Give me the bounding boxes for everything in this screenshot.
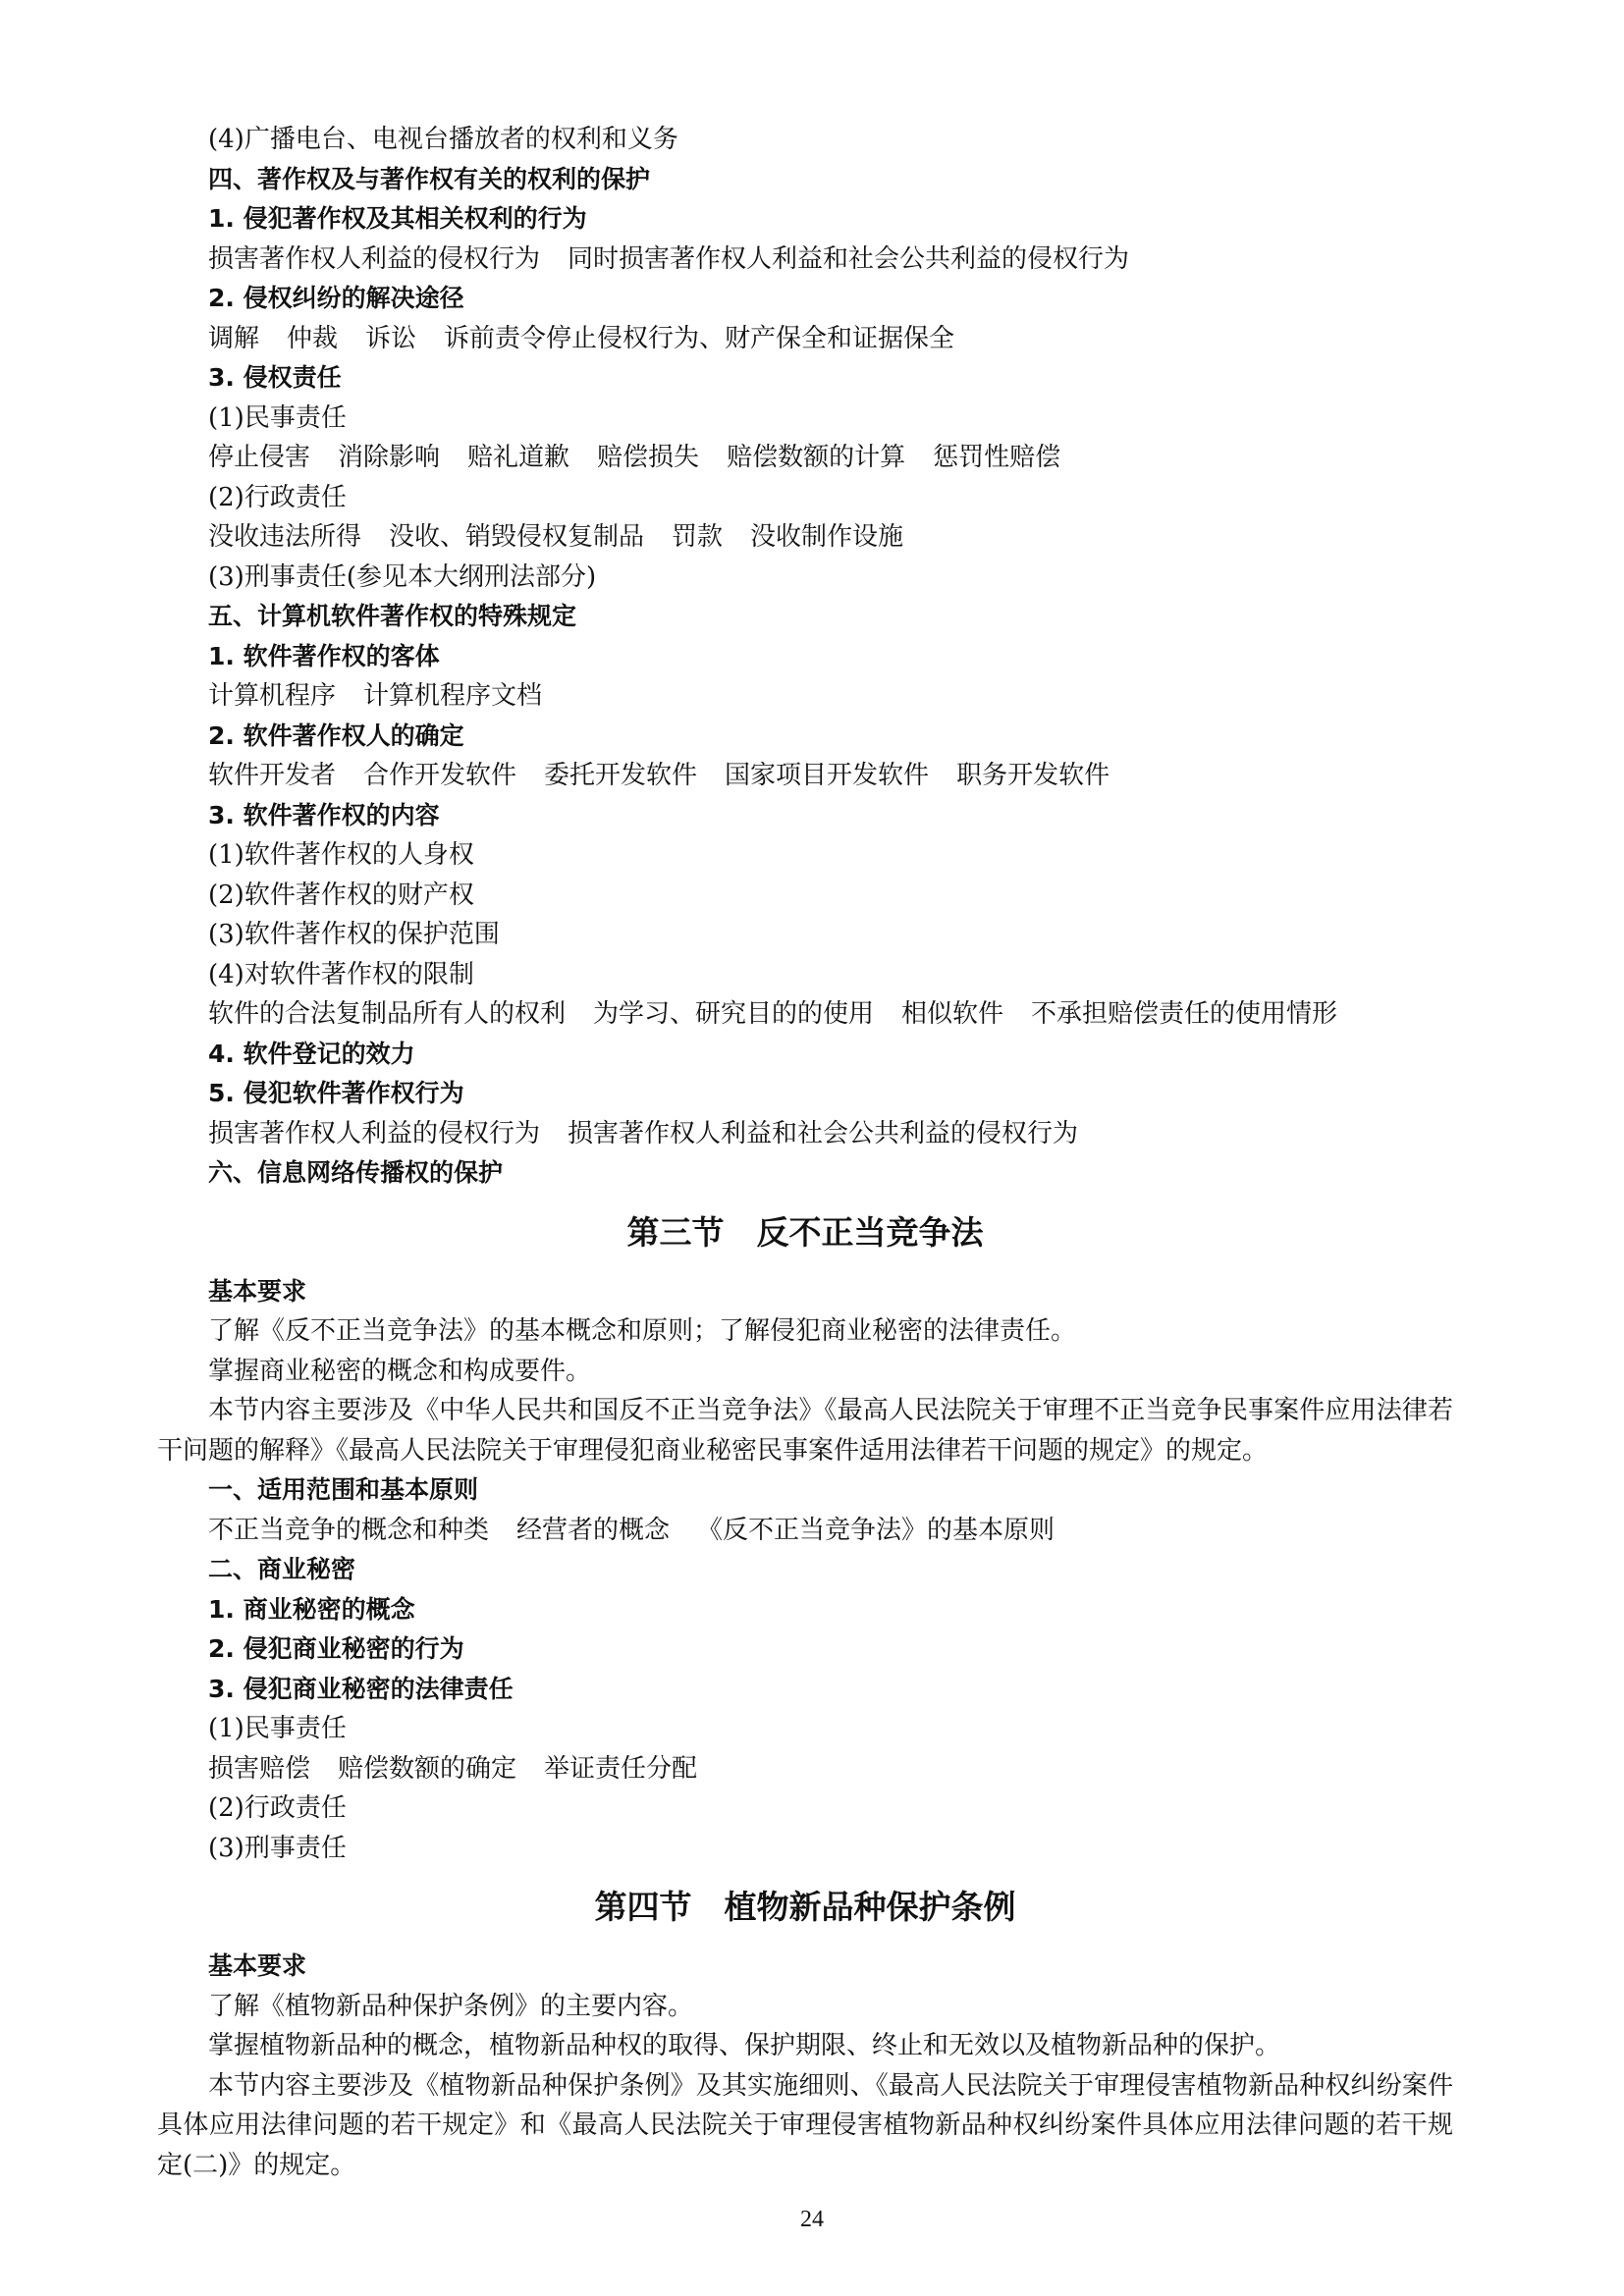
outline-line bbox=[157, 1114, 1453, 1154]
outline-item: 职务开发软件 bbox=[956, 761, 1110, 790]
outline-heading: 2. 侵犯商业秘密的行为 bbox=[208, 1634, 464, 1663]
section3-requirement-understand: 了解《反不正当竞争法》的基本概念和原则；了解侵犯商业秘密的法律责任。 bbox=[208, 1316, 1077, 1346]
outline-item: 不正当竞争的概念和种类 bbox=[208, 1515, 490, 1545]
outline-item: 赔礼道歉 bbox=[467, 443, 570, 472]
outline-item: 损害著作权人利益的侵权行为 bbox=[208, 243, 541, 274]
outline-heading: 五、计算机软件著作权的特殊规定 bbox=[208, 602, 577, 630]
outline-line bbox=[157, 676, 1453, 717]
outline-line: (1)民事责任 bbox=[208, 402, 347, 433]
outline-item: 停止侵害 bbox=[208, 443, 311, 472]
outline-item: 损害著作权人利益的侵权行为 bbox=[208, 1118, 541, 1148]
outline-item: 软件的合法复制品所有人的权利 bbox=[208, 999, 567, 1029]
outline-list-top bbox=[157, 120, 1453, 1194]
outline-item: 诉前责令停止侵权行为、财产保全和证据保全 bbox=[444, 323, 955, 353]
section3-requirements-label: 基本要求 bbox=[208, 1276, 307, 1306]
outline-item: 国家项目开发软件 bbox=[725, 761, 930, 790]
page-content bbox=[157, 120, 1453, 2185]
section3-requirement-master: 掌握商业秘密的概念和构成要件。 bbox=[208, 1356, 592, 1386]
outline-item: 计算机程序 bbox=[208, 681, 337, 711]
outline-item: 损害赔偿 bbox=[208, 1753, 311, 1784]
outline-line bbox=[157, 240, 1453, 280]
outline-item: 损害著作权人利益和社会公共利益的侵权行为 bbox=[568, 1118, 1079, 1148]
outline-item: 合作开发软件 bbox=[363, 761, 517, 790]
outline-line: (2)软件著作权的财产权 bbox=[208, 880, 474, 910]
outline-item: 相似软件 bbox=[901, 999, 1004, 1029]
outline-line bbox=[157, 1749, 1453, 1789]
outline-heading: 1. 软件著作权的客体 bbox=[208, 641, 440, 670]
outline-item: 计算机程序文档 bbox=[363, 681, 543, 711]
outline-heading: 四、著作权及与著作权有关的权利的保护 bbox=[208, 164, 651, 193]
section4-requirement-master: 掌握植物新品种的概念，植物新品种权的取得、保护期限、终止和无效以及植物新品种的保护。 bbox=[208, 2031, 1281, 2060]
outline-item: 诉讼 bbox=[365, 323, 417, 353]
outline-item: 仲裁 bbox=[287, 323, 339, 353]
outline-item: 调解 bbox=[208, 323, 260, 353]
outline-line bbox=[157, 994, 1453, 1035]
outline-line bbox=[157, 756, 1453, 796]
outline-item: 不承担赔偿责任的使用情形 bbox=[1031, 999, 1338, 1029]
outline-line: (2)行政责任 bbox=[208, 482, 347, 512]
outline-heading: 2. 侵权纠纷的解决途径 bbox=[208, 284, 464, 312]
outline-heading: 2. 软件著作权人的确定 bbox=[208, 721, 464, 750]
section3-outline-list bbox=[157, 1470, 1453, 1868]
outline-item: 委托开发软件 bbox=[544, 761, 698, 790]
outline-line: (3)刑事责任 bbox=[208, 1833, 347, 1863]
section3-scope-paragraph: 本节内容主要涉及《中华人民共和国反不正当竞争法》《最高人民法院关于审理不正当竞争民事案件应用法律若干问题的解释》《最高人民法院关于审理侵犯商业秘密民事案件适用法律若干问题的规定》的规定。 bbox=[157, 1396, 1453, 1466]
outline-item: 没收违法所得 bbox=[208, 522, 362, 552]
outline-line: (3)刑事责任(参见本大纲刑法部分) bbox=[208, 561, 597, 592]
outline-item: 赔偿损失 bbox=[597, 443, 700, 472]
outline-item: 没收、销毁侵权复制品 bbox=[389, 522, 645, 552]
outline-line: (2)行政责任 bbox=[208, 1793, 347, 1823]
section3-heading: 第三节 反不正当竞争法 bbox=[626, 1212, 984, 1252]
outline-heading: 1. 侵犯著作权及其相关权利的行为 bbox=[208, 204, 587, 233]
outline-line: (1)民事责任 bbox=[208, 1714, 347, 1743]
section4-scope-paragraph: 本节内容主要涉及《植物新品种保护条例》及其实施细则、《最高人民法院关于审理侵害植物新品种权纠纷案件具体应用法律问题的若干规定》和《最高人民法院关于审理侵害植物新品种权纠纷案件具体应用法律问题的若干规定(二)》的规定。 bbox=[157, 2070, 1453, 2180]
outline-item: 同时损害著作权人利益和社会公共利益的侵权行为 bbox=[568, 243, 1130, 274]
outline-heading: 二、商业秘密 bbox=[208, 1555, 356, 1583]
outline-heading: 5. 侵犯软件著作权行为 bbox=[208, 1079, 464, 1107]
outline-item: 罚款 bbox=[672, 522, 724, 552]
outline-item: 没收制作设施 bbox=[750, 522, 904, 552]
outline-heading: 六、信息网络传播权的保护 bbox=[208, 1158, 504, 1187]
outline-item: 经营者的概念 bbox=[516, 1515, 671, 1545]
outline-line bbox=[157, 1511, 1453, 1551]
outline-item: 赔偿数额的确定 bbox=[338, 1753, 517, 1784]
outline-heading: 3. 软件著作权的内容 bbox=[208, 800, 440, 829]
outline-line bbox=[157, 517, 1453, 558]
section4-heading: 第四节 植物新品种保护条例 bbox=[594, 1888, 1016, 1926]
outline-line bbox=[157, 319, 1453, 359]
outline-item: 消除影响 bbox=[338, 443, 441, 472]
outline-item: 为学习、研究目的的使用 bbox=[593, 999, 875, 1029]
outline-item: 《反不正当竞争法》的基本原则 bbox=[697, 1515, 1056, 1545]
outline-line bbox=[157, 438, 1453, 478]
outline-heading: 一、适用范围和基本原则 bbox=[208, 1475, 479, 1504]
outline-heading: 1. 商业秘密的概念 bbox=[208, 1594, 415, 1624]
section4-requirements-label: 基本要求 bbox=[208, 1951, 307, 1980]
section4-requirement-understand: 了解《植物新品种保护条例》的主要内容。 bbox=[208, 1991, 694, 2021]
outline-item: 赔偿数额的计算 bbox=[727, 443, 906, 472]
outline-item: 惩罚性赔偿 bbox=[933, 443, 1061, 472]
outline-line: (4)对软件著作权的限制 bbox=[208, 959, 474, 989]
outline-line: (1)软件著作权的人身权 bbox=[208, 840, 474, 870]
outline-item: 软件开发者 bbox=[208, 761, 337, 790]
outline-heading: 3. 侵权责任 bbox=[208, 363, 342, 392]
outline-line: (4)广播电台、电视台播放者的权利和义务 bbox=[208, 125, 678, 154]
outline-heading: 4. 软件登记的效力 bbox=[208, 1039, 415, 1068]
outline-item: 举证责任分配 bbox=[544, 1753, 698, 1784]
outline-heading: 3. 侵犯商业秘密的法律责任 bbox=[208, 1674, 514, 1703]
outline-line: (3)软件著作权的保护范围 bbox=[208, 920, 500, 949]
page-number: 24 bbox=[800, 2207, 824, 2232]
